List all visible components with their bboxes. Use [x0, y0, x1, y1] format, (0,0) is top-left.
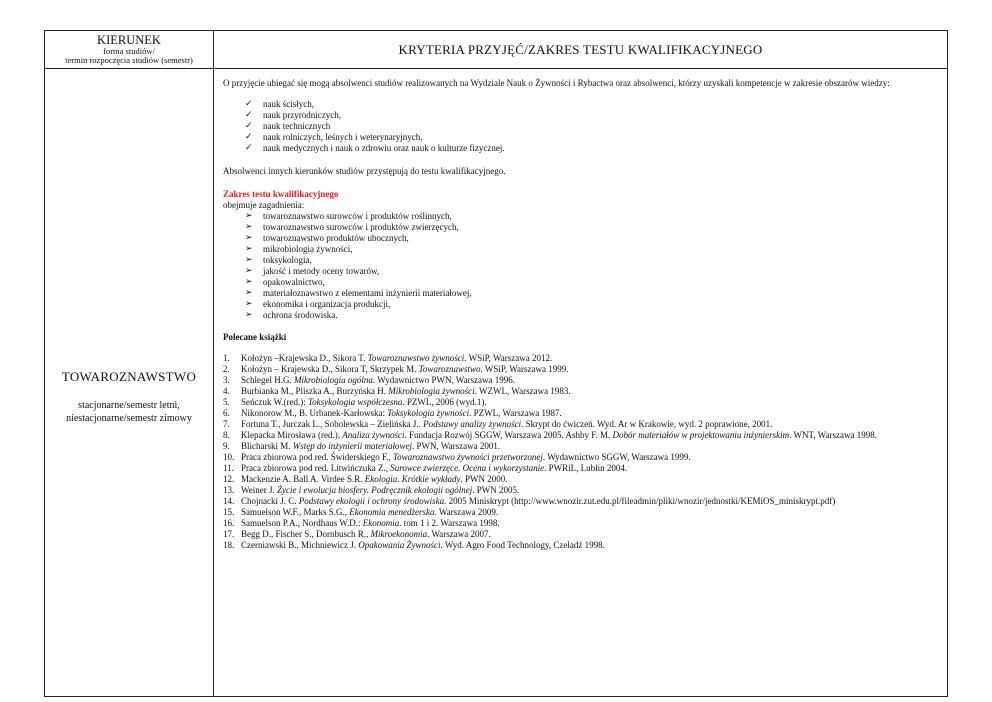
header-criteria-title: KRYTERIA PRZYJĘĆ/ZAKRES TESTU KWALIFIKACYJNEGO [398, 41, 763, 57]
book-title: Podstawy analizy żywności [423, 419, 522, 429]
test-topic-text: ochrona środowiska. [263, 310, 338, 320]
test-scope-intro: obejmuje zagadnienia: [223, 200, 305, 210]
arrow-bullet-icon: ➢ [245, 310, 253, 320]
book-title: Towaroznawstwo żywności [367, 353, 465, 363]
arrow-bullet-icon: ➢ [245, 266, 253, 276]
book-number: 10. [223, 452, 235, 462]
book-publication: . PWN 2005. [472, 485, 520, 495]
book-authors: Seńczuk W.(red.): [241, 397, 308, 407]
book-title: Wstęp do inżynierii materiałowej [292, 441, 412, 451]
knowledge-area-text: nauk ścisłych, [263, 99, 314, 109]
book-authors: Klepacka Mirosława (red.), [241, 430, 343, 440]
book-number: 11. [223, 463, 234, 473]
check-icon: ✓ [245, 143, 253, 153]
book-authors: Praca zbiorowa pod red. Świderskiego F., [241, 452, 393, 462]
program-cell [45, 69, 214, 697]
program-mode-line1: stacjonarne/semestr letni, [78, 400, 180, 411]
admission-intro: O przyjęcie ubiegać się mogą absolwenci studiów realizowanych na Wydziale Nauk o Żywności i Rybactwa oraz absolwenci, którzy uzyskali kompetencje w zakresie obszarów wiedzy: [223, 78, 890, 88]
test-topic-item [245, 222, 937, 233]
knowledge-area-text: nauk rolniczych, leśnych i weterynaryjnych, [263, 132, 423, 142]
header-right-cell [214, 31, 948, 69]
book-title: Mikrobiologia żywności [388, 386, 475, 396]
book-item [223, 441, 937, 452]
book-title: Mikroekonomia [370, 529, 428, 539]
book-authors: Nikonorow M., B. Urbanek-Karłowska: [241, 408, 388, 418]
book-publication: . PWN, Warszawa 2001. [412, 441, 501, 451]
test-topics-list [223, 211, 937, 321]
book-number: 8. [223, 430, 230, 440]
criteria-table [44, 30, 948, 697]
test-scope-title: Zakres testu kwalifikacyjnego [223, 189, 339, 199]
book-publication: . PWN 2000. [460, 474, 508, 484]
book-number: 16. [223, 518, 235, 528]
book-number: 6. [223, 408, 230, 418]
test-topic-item [245, 266, 937, 277]
book-item [223, 507, 937, 518]
book-authors: Samuelson P.A., Nordhaus W.D.: [241, 518, 363, 528]
book-title: Toksykologia współczesna [307, 397, 403, 407]
book-publication: . Wydawnictwo SGGW, Warszawa 1999. [542, 452, 691, 462]
arrow-bullet-icon: ➢ [245, 211, 253, 221]
book-authors: Kołożyn – Krajewska D., Sikora T, Skrzypek M. [241, 364, 419, 374]
book-item [223, 397, 937, 408]
arrow-bullet-icon: ➢ [245, 233, 253, 243]
knowledge-area-item [245, 143, 937, 154]
book-publication: . tom 1 i 2. Warszawa 1998. [399, 518, 500, 528]
test-topic-text: ekonomika i organizacja produkcji, [263, 299, 391, 309]
knowledge-area-item [245, 132, 937, 143]
check-icon: ✓ [245, 132, 253, 142]
test-topic-item [245, 255, 937, 266]
book-item [223, 540, 937, 551]
book-authors: Fortuna T., Jurczak L., Sobolewska – Zielińska J.. [241, 419, 424, 429]
book-title: Opakowania Żywności [358, 540, 441, 550]
test-topic-text: mikrobiologia żywności, [263, 244, 353, 254]
book-authors: Samuelson W.F., Marks S.G., [241, 507, 350, 517]
test-topic-item [245, 299, 937, 310]
book-authors: Burbianka M., Pliszka A., Burzyńska H. [241, 386, 389, 396]
book-number: 2. [223, 364, 230, 374]
knowledge-area-item [245, 110, 937, 121]
test-topic-text: jakość i metody oceny towarów, [263, 266, 380, 276]
arrow-bullet-icon: ➢ [245, 299, 253, 309]
test-topic-item [245, 288, 937, 299]
arrow-bullet-icon: ➢ [245, 277, 253, 287]
book-authors: Praca zbiorowa pod red. Litwińczuka Z., [241, 463, 391, 473]
header-forma: forma studiów/ [103, 46, 155, 57]
book-item [223, 419, 937, 430]
book-title: Ekonomia menedżerska. [349, 507, 437, 517]
book-item [223, 375, 937, 386]
book-title: Mikrobiologia ogólna [294, 375, 373, 385]
books-title: Polecane książki [223, 332, 287, 342]
book-authors: Blicharski M. [241, 441, 293, 451]
header-kierunek: KIERUNEK [97, 33, 161, 47]
test-topic-item [245, 233, 937, 244]
book-number: 7. [223, 419, 230, 429]
book-item [223, 452, 937, 463]
book-number: 9. [223, 441, 230, 451]
test-topic-text: towaroznawstwo surowców i produktów zwierzęcych, [263, 222, 459, 232]
book-item [223, 463, 937, 474]
test-topic-text: opakowalnictwo, [263, 277, 325, 287]
program-mode-line2: niestacjonarne/semestr zimowy [66, 413, 192, 424]
knowledge-area-text: nauk technicznych [263, 121, 331, 131]
book-number: 13. [223, 485, 235, 495]
book-publication: . Warszawa 2007. [427, 529, 491, 539]
arrow-bullet-icon: ➢ [245, 288, 253, 298]
book-title: Życie i ewolucja biosfery. Podręcznik ekologii ogólnej [277, 485, 473, 495]
book-authors: Weiner J. [241, 485, 278, 495]
book-item [223, 474, 937, 485]
book-title: Toksykologia żywności [387, 408, 470, 418]
book-item [223, 518, 937, 529]
knowledge-area-item [245, 121, 937, 132]
book-title: Towaroznawstwo żywności przetworzonej [393, 452, 543, 462]
book-title: Towaroznawstwo. [418, 364, 483, 374]
test-topic-text: materiałoznawstwo z elementami inżynierii materiałowej, [263, 288, 472, 298]
book-publication: WSiP, Warszawa 1999. [482, 364, 569, 374]
book-number: 14. [223, 496, 235, 506]
book-publication: . PZWL, Warszawa 1987. [469, 408, 562, 418]
book-authors: Chojnacki J. C. [241, 496, 299, 506]
book-publication: Warszawa 2009. [436, 507, 499, 517]
book-publication: . PZWL, 2006 (wyd.1). [402, 397, 487, 407]
book-number: 5. [223, 397, 230, 407]
book-publication: 2005 Miniskrypt (http://www.wnozir.zut.edu.pl/fileadmin/pliki/wnozir/jednostki/KEMiOS_miniskrypt.pdf) [446, 496, 836, 506]
book-item [223, 353, 937, 364]
book-number: 18. [223, 540, 235, 550]
header-row [45, 31, 948, 69]
content-row [45, 69, 948, 697]
header-termin: termin rozpoczęcia studiów (semestr) [65, 55, 193, 66]
book-item [223, 386, 937, 397]
book-authors: Mackenzie A. Ball A. Virdee S.R. [241, 474, 365, 484]
book-number: 12. [223, 474, 235, 484]
criteria-cell [214, 69, 948, 697]
book-number: 17. [223, 529, 235, 539]
check-icon: ✓ [245, 121, 253, 131]
book-title: Surowce zwierzęce. Ocena i wykorzystanie [390, 463, 545, 473]
test-topic-text: towaroznawstwo surowców i produktów roślinnych, [263, 211, 452, 221]
book-authors: Begg D., Fischer S., Dornbusch R., [241, 529, 371, 539]
test-topic-item [245, 244, 937, 255]
book-authors: Schlegel H.G. [241, 375, 294, 385]
book-title: Dobór materiałów w projektowaniu inżynierskim [612, 430, 790, 440]
test-topic-item [245, 211, 937, 222]
test-topic-text: towaroznawstwo produktów ubocznych, [263, 233, 409, 243]
book-title: Ekologia. Krótkie wykłady [364, 474, 461, 484]
knowledge-area-text: nauk przyrodniczych, [263, 110, 341, 120]
book-number: 4. [223, 386, 230, 396]
book-title: Analiza żywności [342, 430, 405, 440]
book-publication: . Wyd. Agro Food Technology, Czeladź 1998. [440, 540, 605, 550]
book-item [223, 485, 937, 496]
books-list [223, 353, 937, 551]
arrow-bullet-icon: ➢ [245, 244, 253, 254]
book-item [223, 529, 937, 540]
book-item [223, 430, 937, 441]
book-authors: Czerniawski B., Michniewicz J. [241, 540, 359, 550]
book-publication: . Wydawnictwo PWN, Warszawa 1996. [372, 375, 516, 385]
check-icon: ✓ [245, 99, 253, 109]
book-number: 1. [223, 353, 230, 363]
other-graduates-note: Absolwenci innych kierunków studiów przystępują do testu kwalifikacyjnego. [223, 166, 506, 176]
book-item [223, 496, 937, 507]
check-icon: ✓ [245, 110, 253, 120]
book-publication: . PWRiL, Lublin 2004. [544, 463, 628, 473]
book-title: Podstawy ekologii i ochrony środowiska. [298, 496, 447, 506]
book-authors: Kołożyn –Krajewska D., Sikora T. [241, 353, 368, 363]
book-publication: . WNT, Warszawa 1998. [789, 430, 877, 440]
book-number: 15. [223, 507, 235, 517]
book-item [223, 408, 937, 419]
book-number: 3. [223, 375, 230, 385]
test-topic-item [245, 277, 937, 288]
header-left-cell [45, 31, 214, 69]
knowledge-areas-list [223, 99, 937, 154]
test-topic-item [245, 310, 937, 321]
arrow-bullet-icon: ➢ [245, 255, 253, 265]
arrow-bullet-icon: ➢ [245, 222, 253, 232]
book-publication: . WSiP, Warszawa 2012. [464, 353, 553, 363]
book-publication: . WZWL, Warszawa 1983. [474, 386, 571, 396]
test-topic-text: toksykologia, [263, 255, 312, 265]
book-publication: . Skrypt do ćwiczeń. Wyd. Ar w Krakowie, wyd. 2 poprawione, 2001. [521, 419, 773, 429]
knowledge-area-item [245, 99, 937, 110]
knowledge-area-text: nauk medycznych i nauk o zdrowiu oraz nauk o kulturze fizycznej. [263, 143, 505, 153]
book-publication: . Fundacja Rozwój SGGW, Warszawa 2005. Ashby F. M. [404, 430, 613, 440]
book-title: Ekonomia [362, 518, 400, 528]
book-item [223, 364, 937, 375]
program-name: TOWAROZNAWSTWO [61, 369, 197, 384]
